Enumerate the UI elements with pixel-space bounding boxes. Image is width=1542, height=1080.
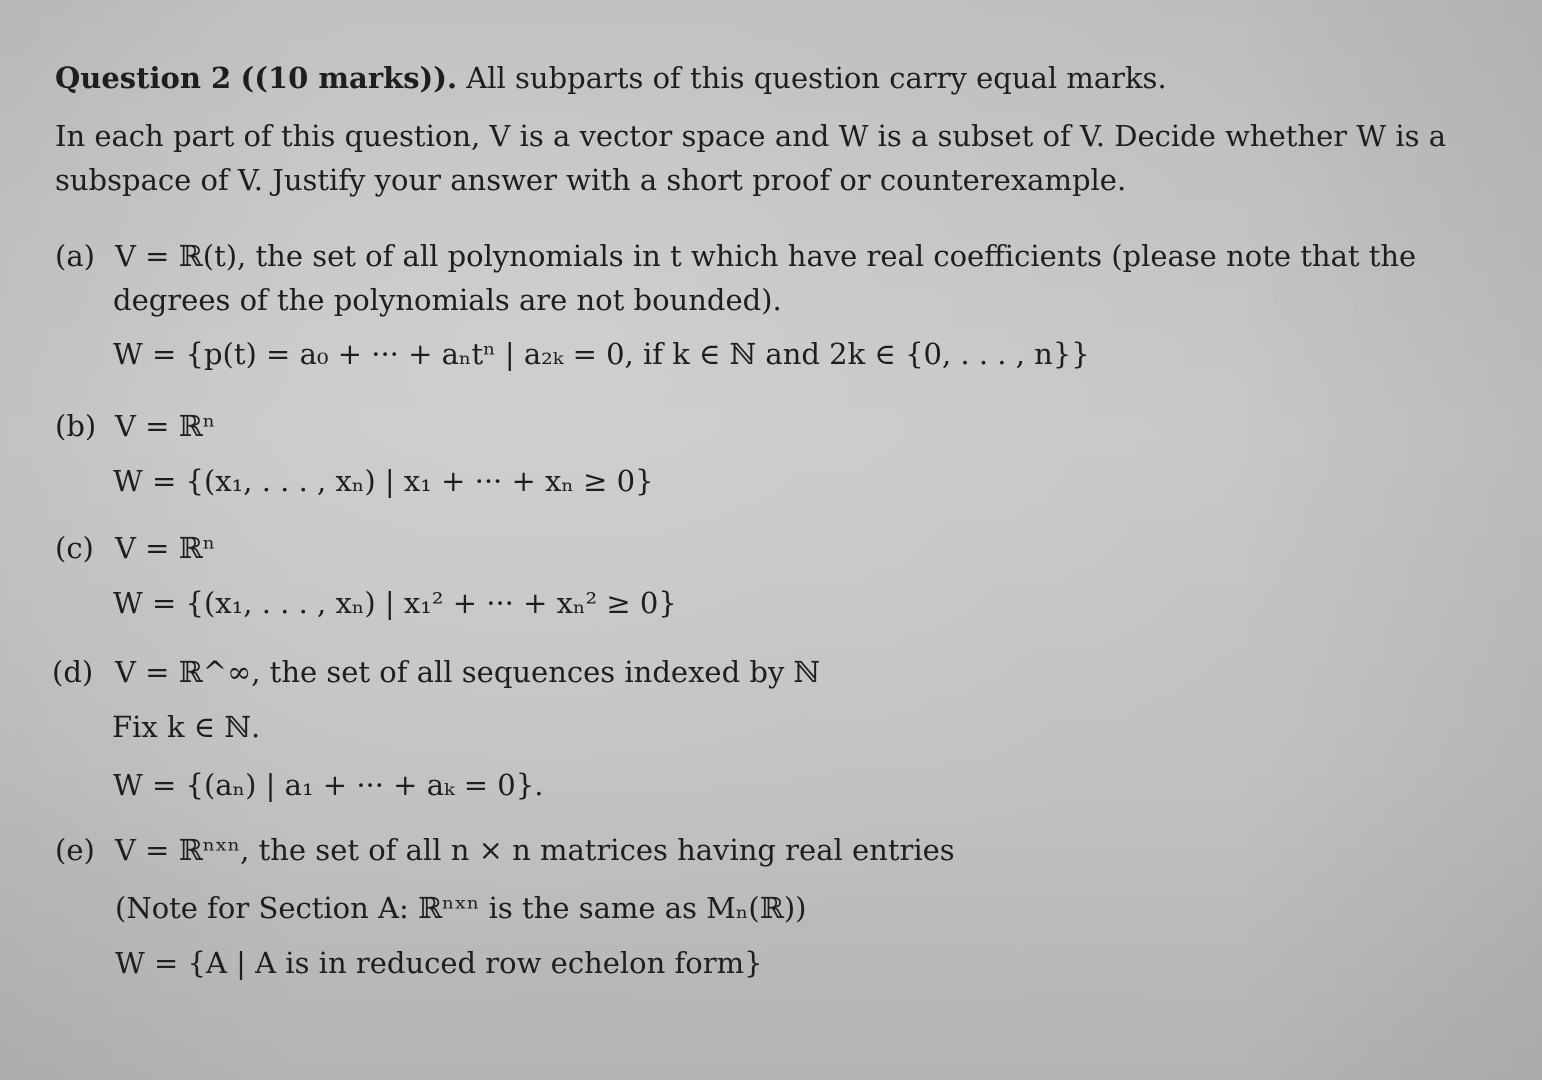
part-e-note: (Note for Section A: ℝⁿˣⁿ is the same as Mₙ(ℝ)) [115, 891, 807, 925]
part-a-label: (a) [55, 239, 95, 273]
part-a-line-2: degrees of the polynomials are not bounded). [113, 283, 782, 317]
part-d-label: (d) [52, 655, 94, 689]
part-b-subset: W = {(x₁, . . . , xₙ) | x₁ + ··· + xₙ ≥ 0} [113, 464, 654, 498]
part-e-subset: W = {A | A is in reduced row echelon form} [115, 946, 763, 980]
part-b-label: (b) [55, 409, 97, 443]
part-c-space: V = ℝⁿ [115, 531, 216, 565]
part-c-label: (c) [55, 531, 94, 565]
part-e-space: V = ℝⁿˣⁿ, the set of all n × n matrices having real entries [115, 833, 955, 867]
intro-line-2: subspace of V. Justify your answer with a short proof or counterexample. [55, 163, 1127, 197]
part-c-subset: W = {(x₁, . . . , xₙ) | x₁² + ··· + xₙ² ≥ 0} [113, 586, 677, 620]
part-a-subset: W = {p(t) = a₀ + ··· + aₙtⁿ | a₂ₖ = 0, if k ∈ ℕ and 2k ∈ {0, . . . , n}} [113, 337, 1090, 371]
part-e-label: (e) [55, 833, 95, 867]
intro-line-1: In each part of this question, V is a vector space and W is a subset of V. Decide whether W is a [55, 119, 1447, 153]
part-b-space: V = ℝⁿ [115, 409, 216, 443]
question-marks: ((10 marks)). [240, 61, 458, 95]
part-d-subset: W = {(aₙ) | a₁ + ··· + aₖ = 0}. [113, 768, 544, 802]
part-d-space: V = ℝ^∞, the set of all sequences indexed by ℕ [115, 655, 821, 689]
question-note: All subparts of this question carry equal marks. [466, 61, 1167, 95]
question-number: Question 2 [55, 61, 232, 95]
part-a-line-1: V = ℝ(t), the set of all polynomials in t which have real coefficients (please note that the [115, 239, 1417, 273]
question-heading [55, 60, 1167, 96]
part-d-fix: Fix k ∈ ℕ. [112, 710, 261, 744]
